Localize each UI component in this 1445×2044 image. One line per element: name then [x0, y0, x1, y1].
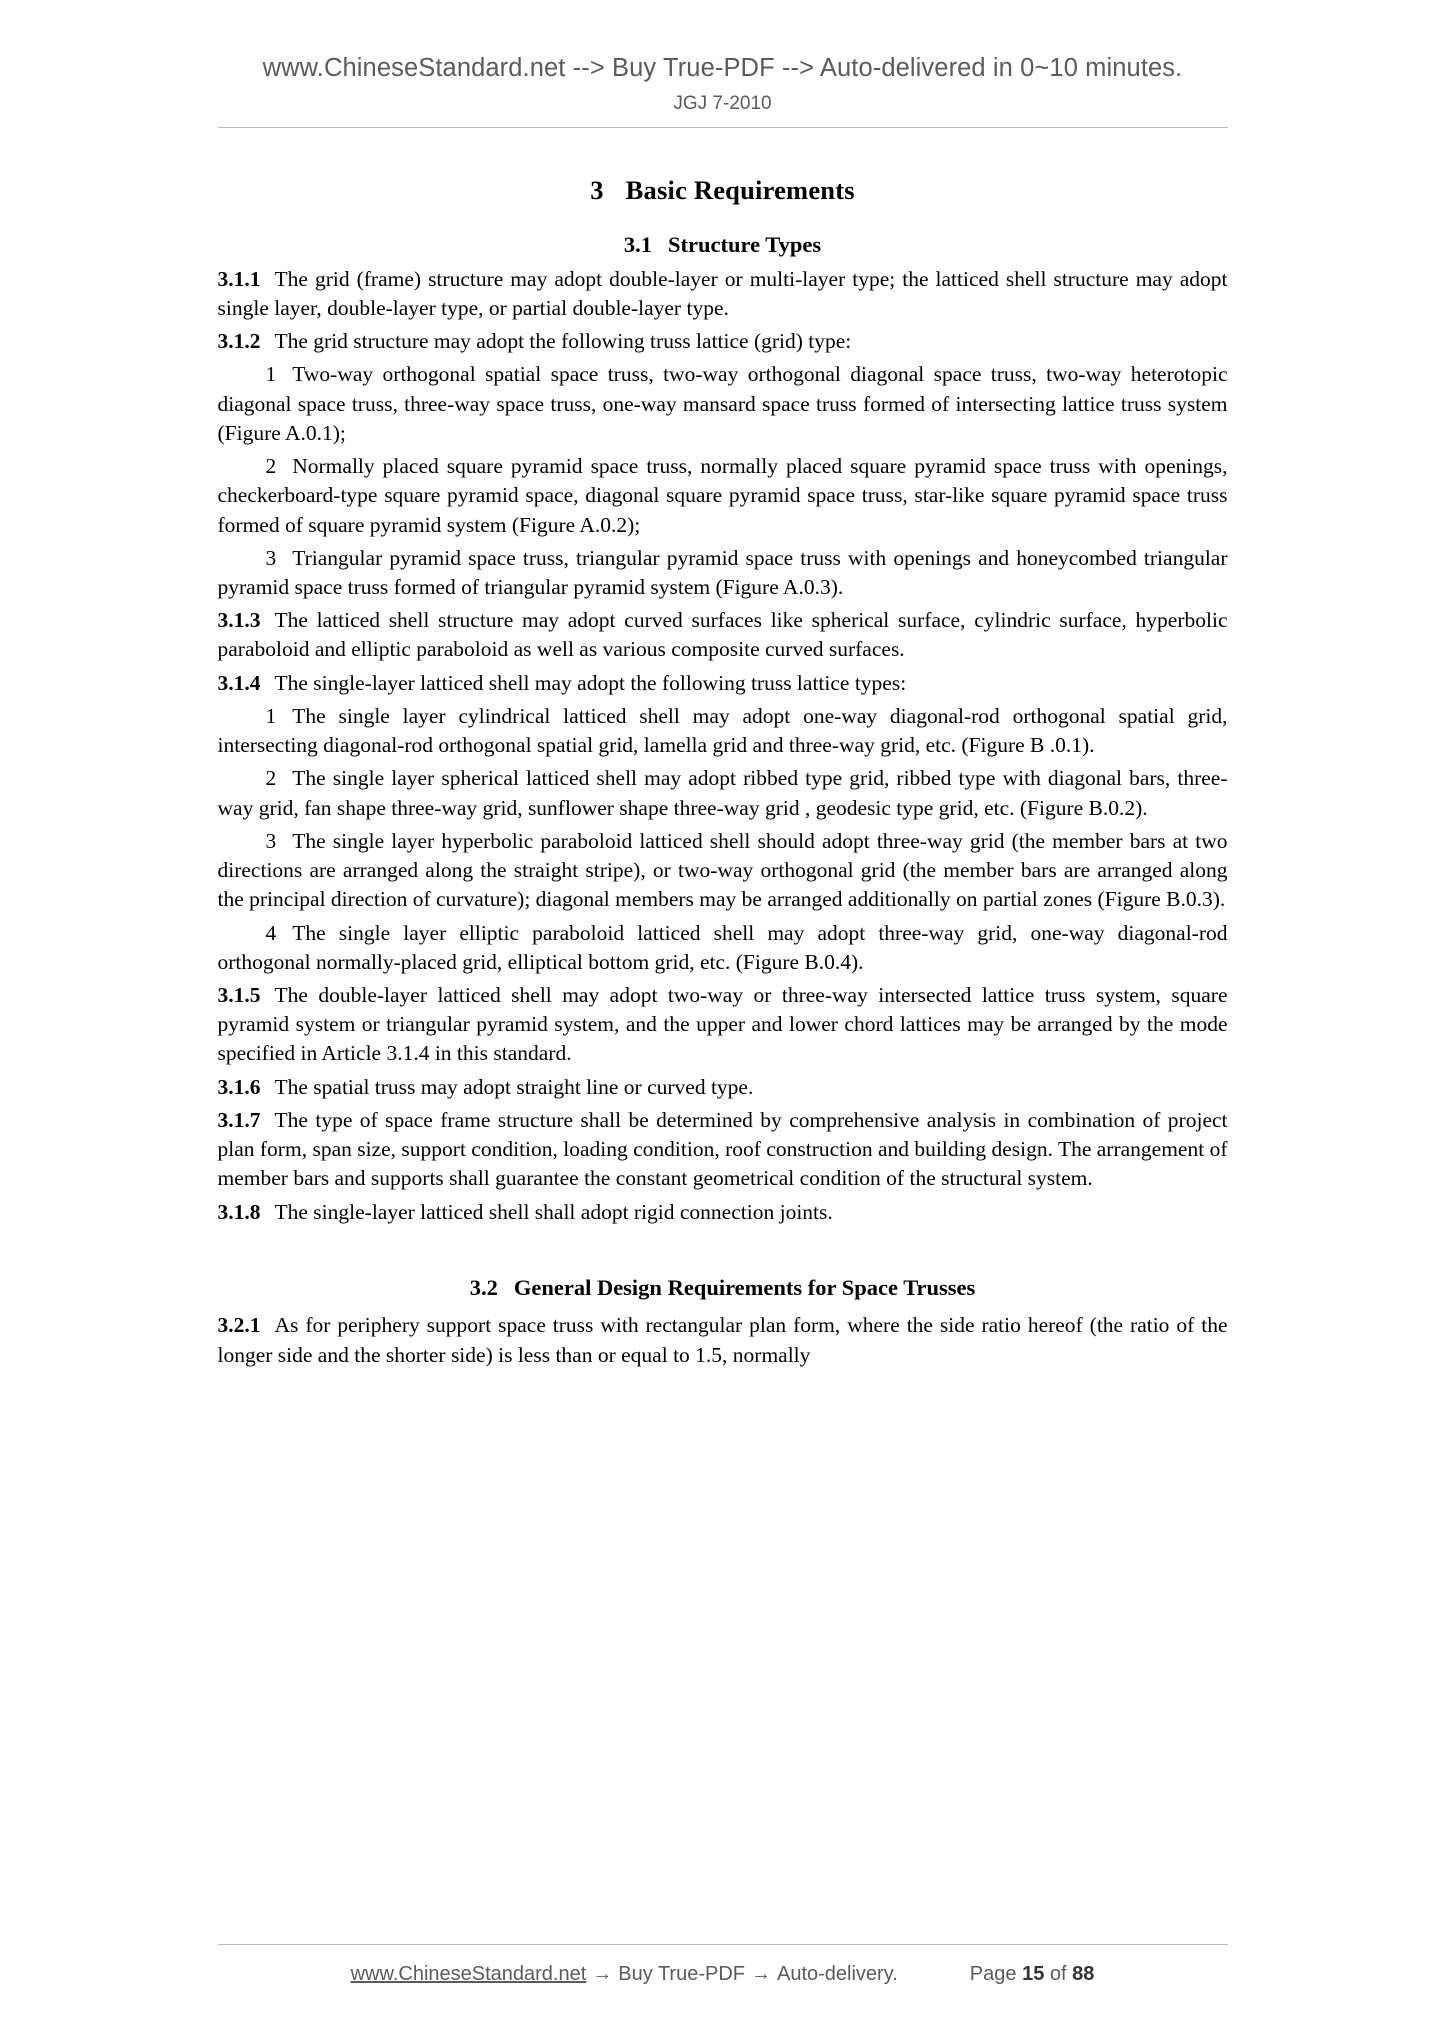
item-number: 4: [265, 920, 277, 945]
clause-text: The double-layer latticed shell may adopt two-way or three-way intersected lattice truss system, square pyramid system or triangular pyramid system, and the upper and lower chord lattices may be arranged by the mode specified in Article 3.1.4 in this standard.: [217, 983, 1228, 1066]
clause-text: The grid structure may adopt the following truss lattice (grid) type:: [274, 329, 852, 354]
section-heading-3-2: [218, 1273, 1228, 1304]
clause-3-2-1: [218, 1311, 1228, 1369]
clause-3-1-4: [218, 669, 1228, 698]
clause-3-1-6: [218, 1073, 1228, 1102]
clause-text: The single-layer latticed shell may adopt the following truss lattice types:: [274, 670, 907, 695]
list-item: [218, 544, 1228, 602]
list-item: [218, 827, 1228, 915]
item-text: The single layer cylindrical latticed shell may adopt one-way diagonal-rod orthogonal spatial grid, intersecting diagonal-rod orthogonal spatial grid, lamella grid and three-way grid, etc. (Figure B .0.1).: [217, 703, 1228, 758]
page-footer: [218, 1944, 1228, 1986]
footer-delivery-label: Auto-delivery.: [777, 1963, 898, 1985]
arrow-right-icon: →: [592, 1963, 613, 1985]
item-number: 1: [265, 703, 277, 728]
clause-number: 3.1.4: [217, 670, 261, 695]
item-number: 2: [265, 454, 277, 479]
list-item: [218, 360, 1228, 448]
document-body: [218, 128, 1228, 1370]
item-text: The single layer spherical latticed shell may adopt ribbed type grid, ribbed type with diagonal bars, three-way grid, fan shape three-way grid, sunflower shape three-way grid , geodesic type grid, etc. (Figure B.0.2).: [217, 766, 1228, 820]
list-item: [218, 919, 1228, 977]
clause-number: 3.1.3: [217, 608, 261, 633]
total-pages: 88: [1072, 1963, 1095, 1985]
clause-text: The type of space frame structure shall be determined by comprehensive analysis in combination of project plan form, span size, support condition, loading condition, roof construction and building design. The arrangement of member bars and supports shall guarantee the constant geometrical condition of the structural system.: [217, 1107, 1228, 1191]
footer-buy-label: Buy True-PDF: [618, 1963, 745, 1985]
footer-site-link[interactable]: www.ChineseStandard.net: [350, 1963, 587, 1985]
item-text: The single layer hyperbolic paraboloid latticed shell should adopt three-way grid (the member bars at two directions are arranged along the straight stripe), or two-way orthogonal grid (the member bars are arranged along the principal direction of curvature); diagonal members may be arranged additionally on partial zones (Figure B.0.3).: [217, 828, 1228, 912]
of-label: of: [1049, 1963, 1067, 1985]
section-heading-3-1: [218, 230, 1228, 261]
item-text: Triangular pyramid space truss, triangular pyramid space truss with openings and honeycombed triangular pyramid space truss formed of triangular pyramid system (Figure A.0.3).: [217, 545, 1228, 599]
clause-number: 3.1.7: [217, 1107, 261, 1132]
item-number: 2: [265, 766, 277, 791]
clause-3-1-1: [218, 265, 1228, 323]
section-title: Structure Types: [667, 232, 822, 258]
list-item: [218, 764, 1228, 822]
clause-number: 3.1.5: [217, 983, 261, 1008]
item-text: Two-way orthogonal spatial space truss, two-way orthogonal diagonal space truss, two-way heterotopic diagonal space truss, three-way space truss, one-way mansard space truss formed of intersecting lattice truss system (Figure A.0.1);: [217, 362, 1228, 445]
chapter-number: 3: [590, 175, 604, 205]
section-number: 3.1: [623, 232, 652, 258]
arrow-right-icon: →: [751, 1963, 771, 1985]
footer-pagination: [970, 1963, 1095, 1986]
promo-banner: www.ChineseStandard.net --> Buy True-PDF --> Auto-delivered in 0~10 minutes.: [262, 54, 1183, 82]
item-text: Normally placed square pyramid space truss, normally placed square pyramid space truss with openings, checkerboard-type square pyramid space, diagonal square pyramid space truss, star-like square pyramid space truss formed of square pyramid system (Figure A.0.2);: [217, 454, 1228, 537]
clause-text: As for periphery support space truss with rectangular plan form, where the side ratio hereof (the ratio of the longer side and the shorter side) is less than or equal to 1.5, normally: [217, 1313, 1228, 1367]
page-header: [0, 0, 1445, 128]
item-text: The single layer elliptic paraboloid latticed shell may adopt three-way grid, one-way diagonal-rod orthogonal normally-placed grid, elliptical bottom grid, etc. (Figure B.0.4).: [217, 920, 1228, 974]
clause-number: 3.1.8: [217, 1199, 261, 1224]
clause-number: 3.1.2: [217, 329, 261, 354]
clause-number: 3.2.1: [217, 1313, 261, 1338]
clause-3-1-8: [218, 1198, 1228, 1227]
clause-number: 3.1.6: [217, 1074, 261, 1099]
footer-divider: [218, 1944, 1228, 1945]
clause-text: The spatial truss may adopt straight line or curved type.: [274, 1074, 754, 1099]
chapter-heading: [218, 172, 1228, 208]
clause-3-1-5: [218, 981, 1228, 1069]
list-item: [218, 452, 1228, 540]
chapter-title: Basic Requirements: [625, 175, 855, 205]
item-number: 3: [265, 828, 277, 853]
list-item: [218, 702, 1228, 760]
clause-3-1-7: [218, 1106, 1228, 1194]
page-number: 15: [1022, 1963, 1045, 1985]
clause-3-1-3: [218, 606, 1228, 664]
clause-number: 3.1.1: [217, 266, 261, 291]
section-number: 3.2: [469, 1274, 498, 1300]
clause-text: The grid (frame) structure may adopt double-layer or multi-layer type; the latticed shell structure may adopt single layer, double-layer type, or partial double-layer type.: [217, 266, 1228, 320]
standard-code: JGJ 7-2010: [673, 93, 772, 114]
clause-text: The latticed shell structure may adopt curved surfaces like spherical surface, cylindric surface, hyperbolic paraboloid and elliptic paraboloid as well as various composite curved surfaces.: [217, 608, 1228, 662]
clause-text: The single-layer latticed shell shall adopt rigid connection joints.: [274, 1199, 833, 1224]
item-number: 3: [265, 545, 277, 570]
clause-3-1-2: [218, 327, 1228, 356]
page-label: Page: [969, 1963, 1017, 1985]
item-number: 1: [265, 362, 277, 387]
footer-promo: [351, 1963, 898, 1986]
section-title: General Design Requirements for Space Trusses: [513, 1274, 976, 1300]
